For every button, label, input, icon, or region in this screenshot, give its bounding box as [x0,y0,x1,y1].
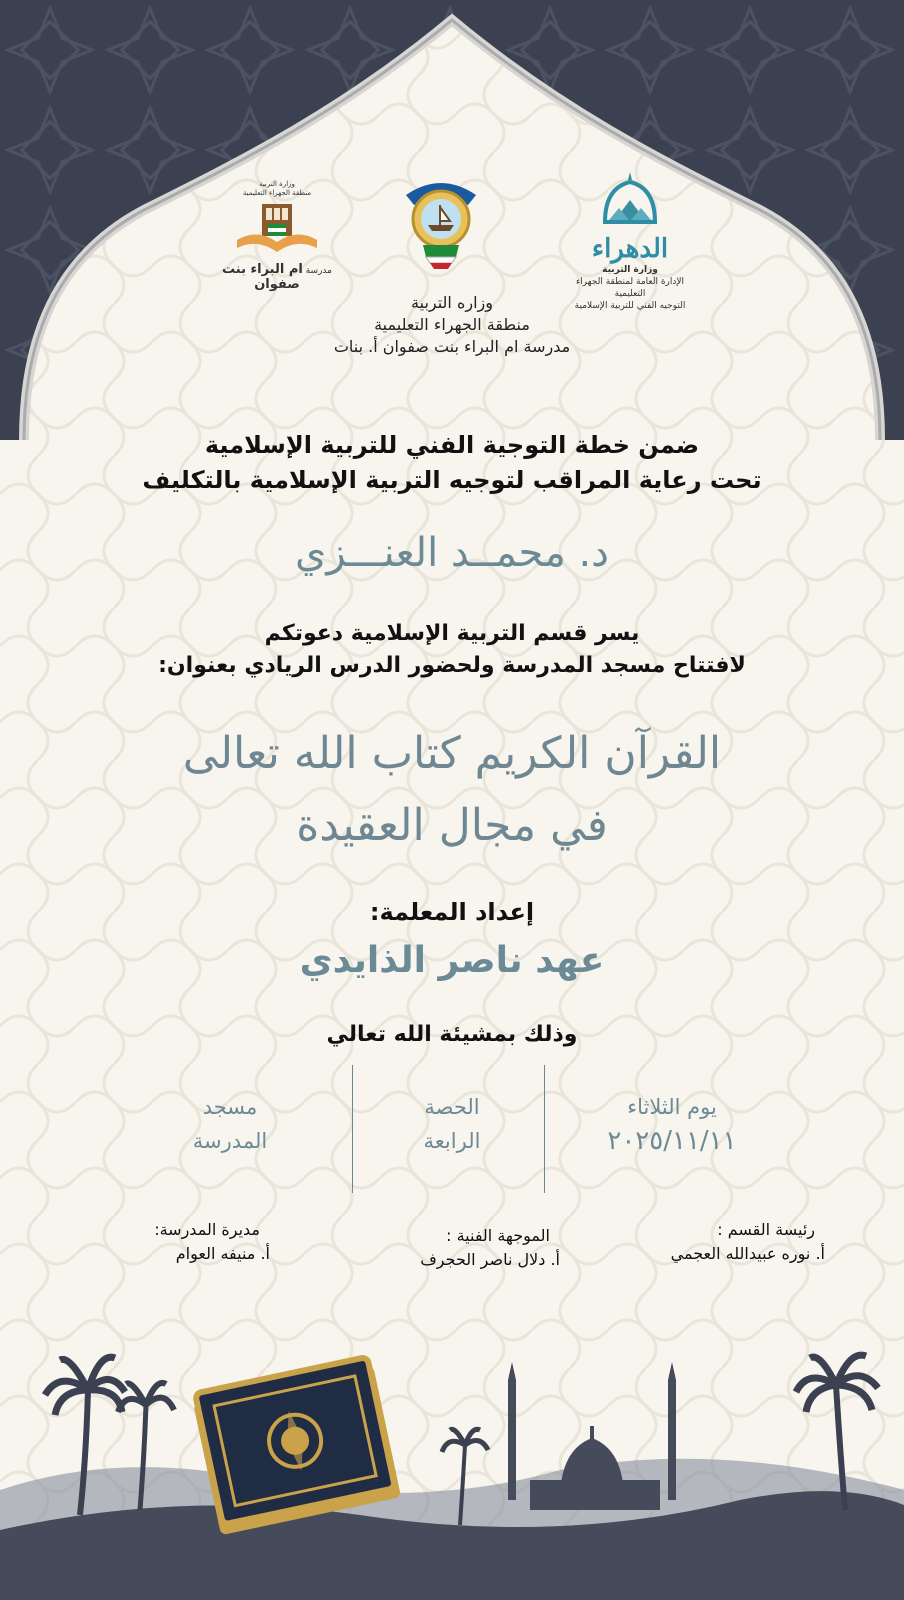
event-period-label: الحصة [424,1095,480,1119]
prepared-by-label: إعداد المعلمة: [369,898,535,926]
intro-block [60,428,844,498]
dahraa-logo [560,170,700,312]
dahraa-name: الدهراء [591,234,669,264]
event-place-col [130,1090,330,1158]
kuwait-emblem [396,175,486,275]
honoree-name: د. محمــد العنـــزي [295,530,609,576]
event-place: المدرسة [192,1129,268,1153]
signature-supervisor [320,1224,560,1272]
lesson-title [60,718,844,862]
event-date: ٢٠٢٥/١١/١١ [607,1126,737,1156]
event-period: الرابعة [423,1129,481,1153]
district-name: منطقة الجهراء التعليمية [374,315,530,334]
lesson-title-line-2: في مجال العقيدة [296,800,608,851]
dahraa-line-3: التوجيه الفني للتربية الإسلامية [574,301,686,311]
school-logo [222,180,332,292]
kuwait-emblem-icon [398,175,484,271]
invite-line-2: لافتتاح مسجد المدرسة ولحضور الدرس الريادي بعنوان: [158,653,746,678]
event-day: يوم الثلاثاء [627,1095,717,1119]
school-logo-line-1: وزارة التربية [259,180,295,188]
closing-line: وذلك بمشيئة الله تعالي [326,1022,578,1047]
info-divider-left [352,1065,353,1193]
header-block [252,292,652,358]
school-logo-tag: مدرسة [305,266,332,276]
bottom-scene [0,1340,904,1600]
event-place-label: مسجد [202,1095,258,1119]
event-day-col [572,1090,772,1158]
book-tower-icon [232,198,322,258]
signature-supervisor-title: الموجهة الفنية : [446,1226,550,1245]
lesson-title-line-1: القرآن الكريم كتاب الله تعالى [182,728,722,779]
signature-head-name: أ. نوره عبيدالله العجمي [670,1244,825,1263]
signature-head-title: رئيسة القسم : [717,1220,815,1239]
dahraa-line-2: الإدارة العامة لمنطقة الجهراء التعليمية [575,277,685,299]
signature-principal-name: أ. منيفه العوام [175,1244,270,1263]
school-logo-name: ام البراء بنت صفوان [222,262,303,292]
intro-line-1: ضمن خطة التوجية الفني للتربية الإسلامية [204,431,700,459]
teacher-name: عهد ناصر الذايدي [299,940,605,981]
event-period-col [352,1090,552,1158]
ministry-name: وزاره التربية [411,293,493,312]
school-logo-line-2: منطقة الجهراء التعليمية [242,189,312,197]
signature-principal-title: مديرة المدرسة: [154,1220,260,1239]
mosque-dome-icon [595,170,665,230]
signature-principal [30,1218,270,1266]
intro-line-2: تحت رعاية المراقب لتوجيه التربية الإسلامية بالتكليف [142,466,762,494]
school-name: مدرسة ام البراء بنت صفوان أ. بنات [333,337,571,356]
mosque-silhouette-icon [508,1362,676,1510]
invitation-text [60,618,844,682]
invite-line-1: يسر قسم التربية الإسلامية دعوتكم [264,621,640,646]
signature-supervisor-name: أ. دلال ناصر الحجرف [420,1250,560,1269]
signature-head [585,1218,825,1266]
dahraa-line-1: وزارة التربية [602,265,658,275]
